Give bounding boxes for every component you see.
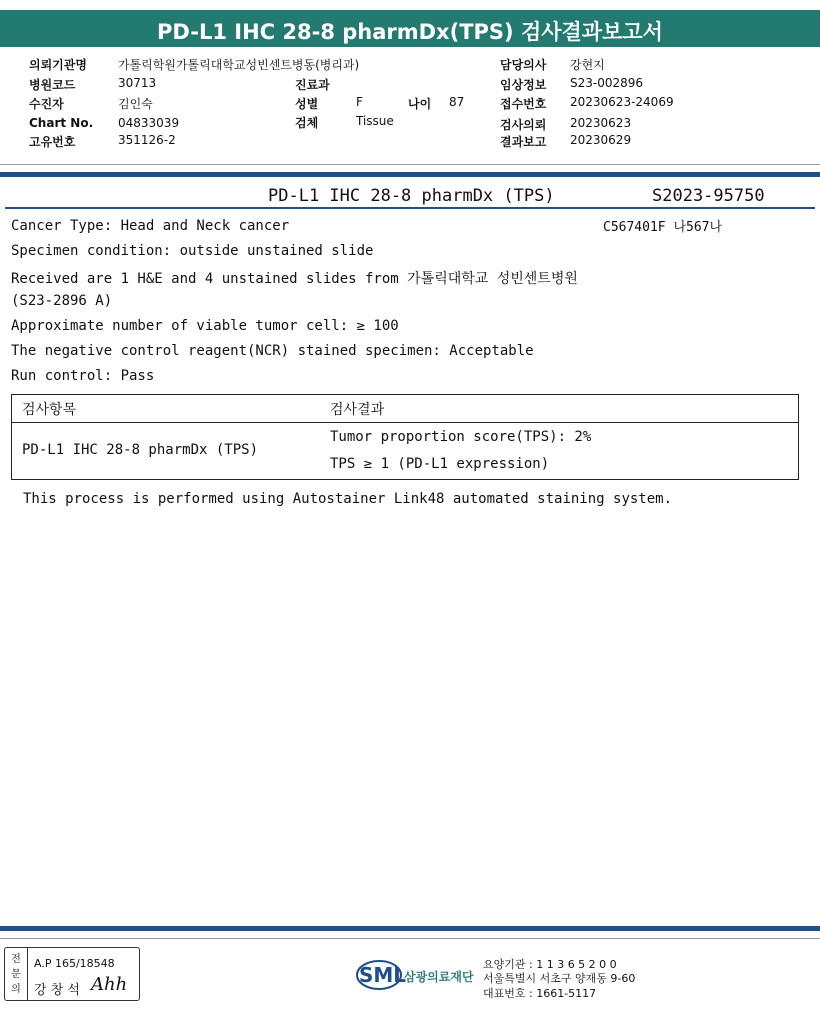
bottom-thick-rule	[0, 926, 820, 931]
sml-logo-text: SML	[359, 963, 407, 987]
chart-no-label: Chart No.	[29, 116, 94, 130]
specialist-vertical-label: 전 문 의	[11, 954, 21, 995]
hospital-code-value: 30713	[118, 76, 157, 90]
pathologist-license: A.P 165/18548	[34, 957, 115, 970]
report-date-value: 20230629	[570, 133, 632, 147]
org-phone: 대표번호 : 1661-5117	[483, 987, 597, 1000]
hospital-code-label: 병원코드	[29, 78, 76, 92]
report-date-label: 결과보고	[500, 135, 547, 149]
process-note: This process is performed using Autostainer Link48 automated staining system.	[23, 491, 673, 507]
request-date-value: 20230623	[570, 116, 632, 130]
requesting-institution-value: 가톨릭학원가톨릭대학교성빈센트병동(병리과)	[118, 58, 360, 72]
receipt-no-value: 20230623-24069	[570, 95, 674, 109]
result-table	[11, 394, 799, 480]
case-ref-line: (S23-2896 A)	[11, 293, 113, 309]
unique-id-value: 351126-2	[118, 133, 176, 147]
department-label: 진료과	[295, 78, 330, 92]
organization-name: 삼광의료재단	[404, 970, 474, 984]
pathologist-stamp	[4, 947, 140, 1001]
report-title: PD-L1 IHC 28-8 pharmDx(TPS) 검사결과보고서	[157, 20, 663, 44]
table-tps-score: Tumor proportion score(TPS): 2%	[330, 429, 592, 445]
footer-divider	[0, 938, 820, 939]
title-underline	[5, 207, 815, 209]
doctor-value: 강현지	[570, 58, 605, 72]
patient-value: 김인숙	[118, 97, 153, 111]
specimen-code: C567401F 나567나	[603, 220, 723, 235]
sex-value: F	[356, 95, 363, 109]
table-header-result: 검사결과	[330, 402, 385, 418]
table-header-divider	[12, 422, 798, 423]
doctor-label: 담당의사	[500, 58, 547, 72]
age-label: 나이	[408, 97, 432, 111]
table-test-item: PD-L1 IHC 28-8 pharmDx (TPS)	[22, 442, 259, 458]
pathologist-signature: Ahh	[91, 974, 128, 995]
org-address: 서울특별시 서초구 양재동 9-60	[483, 972, 636, 985]
sex-label: 성별	[295, 97, 319, 111]
header-divider	[0, 164, 820, 165]
specimen-label: 검체	[295, 116, 319, 130]
patient-label: 수진자	[29, 97, 64, 111]
sml-logo	[355, 955, 407, 995]
report-number: S2023-95750	[652, 186, 765, 206]
institution-code: 요양기관 : 1 1 3 6 5 2 0 0	[483, 958, 617, 971]
specimen-condition-line: Specimen condition: outside unstained slide	[11, 243, 374, 259]
run-control-line: Run control: Pass	[11, 368, 155, 384]
table-tps-interpretation: TPS ≥ 1 (PD-L1 expression)	[330, 456, 550, 472]
title-bar	[0, 10, 820, 47]
receipt-no-label: 접수번호	[500, 97, 547, 111]
unique-id-label: 고유번호	[29, 135, 76, 149]
requesting-institution-label: 의뢰기관명	[29, 58, 87, 72]
cancer-type-line: Cancer Type: Head and Neck cancer	[11, 218, 290, 234]
viable-tumor-line: Approximate number of viable tumor cell: ≥ 100	[11, 318, 399, 334]
received-line: Received are 1 H&E and 4 unstained slides from 가톨릭대학교 성빈센트병원	[11, 271, 578, 287]
table-header-item: 검사항목	[22, 402, 77, 418]
ncr-line: The negative control reagent(NCR) stained specimen: Acceptable	[11, 343, 534, 359]
test-name-heading: PD-L1 IHC 28-8 pharmDx (TPS)	[268, 186, 555, 206]
specimen-value: Tissue	[356, 114, 394, 128]
age-value: 87	[449, 95, 465, 109]
clinical-info-label: 임상정보	[500, 78, 547, 92]
pathologist-name: 강 창 석	[34, 983, 80, 998]
chart-no-value: 04833039	[118, 116, 180, 130]
clinical-info-value: S23-002896	[570, 76, 644, 90]
request-date-label: 검사의뢰	[500, 118, 547, 132]
top-thick-rule	[0, 172, 820, 177]
